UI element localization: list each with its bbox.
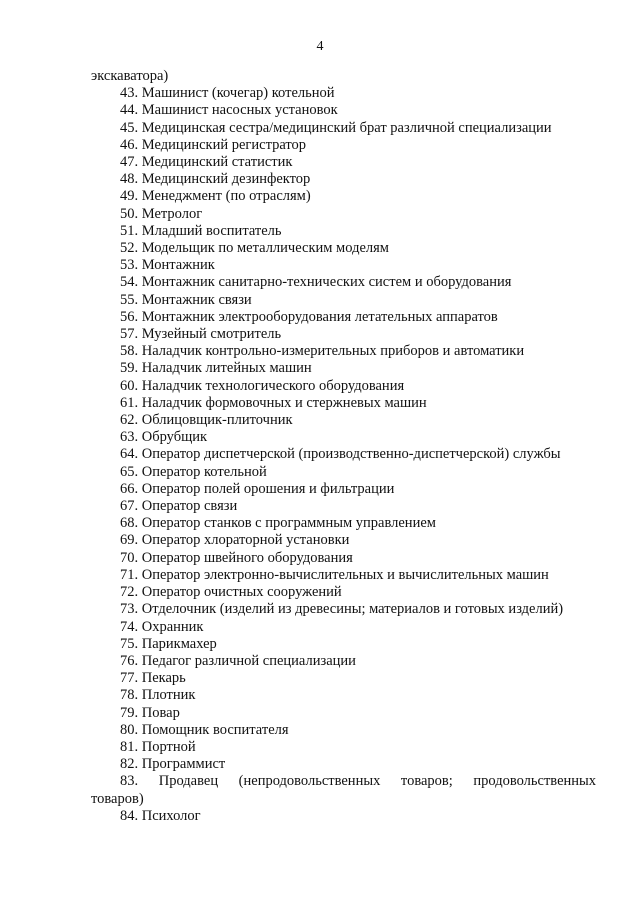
- item-text: Оператор хлораторной установки: [141, 532, 350, 549]
- item-number: 43.: [120, 85, 139, 102]
- item-text: Монтажник: [141, 257, 215, 274]
- list-item: [91, 206, 596, 223]
- item-number: 55.: [120, 291, 139, 308]
- list-item: [91, 636, 596, 653]
- item-text: Психолог: [141, 807, 201, 824]
- list-item: [91, 705, 596, 722]
- item-text: Медицинская сестра/медицинский брат различной специализации: [141, 119, 552, 136]
- item-text: Музейный смотритель: [141, 326, 282, 343]
- item-text: Младший воспитатель: [141, 222, 282, 239]
- item-number: 63.: [120, 429, 139, 446]
- item-text: Оператор швейного оборудования: [141, 549, 353, 566]
- item-number: 75.: [120, 635, 139, 652]
- list-item: [91, 223, 596, 240]
- list-item: [91, 550, 596, 567]
- item-text: Помощник воспитателя: [141, 721, 289, 738]
- list-item: [91, 464, 596, 481]
- item-text: Медицинский статистик: [141, 154, 293, 171]
- list-item: [91, 687, 596, 704]
- item-text: Монтажник санитарно-технических систем и оборудования: [141, 274, 512, 291]
- item-text-continuation: товаров): [91, 790, 144, 807]
- list-item: [91, 171, 596, 188]
- list-item: [91, 584, 596, 601]
- item-number: 78.: [120, 687, 139, 704]
- item-number: 68.: [120, 515, 139, 532]
- list-item: [91, 360, 596, 377]
- item-number: 46.: [120, 136, 139, 153]
- item-text: Повар: [141, 704, 180, 721]
- item-number: 50.: [120, 205, 139, 222]
- item-text: Оператор котельной: [141, 463, 267, 480]
- item-number: 48.: [120, 171, 139, 188]
- list-item: [91, 154, 596, 171]
- item-text: Монтажник связи: [141, 291, 252, 308]
- item-number: 59.: [120, 360, 139, 377]
- list-item: [91, 412, 596, 429]
- item-number: 81.: [120, 738, 139, 755]
- item-number: 74.: [120, 618, 139, 635]
- item-text: Программист: [141, 756, 226, 773]
- list-item: [91, 343, 596, 360]
- list-item: [91, 378, 596, 395]
- list-item: [91, 773, 596, 807]
- item-text: Оператор связи: [141, 498, 238, 515]
- item-text: Пекарь: [141, 670, 186, 687]
- item-number: 67.: [120, 498, 139, 515]
- item-text: Обрубщик: [141, 429, 208, 446]
- item-number: 66.: [120, 480, 139, 497]
- item-number: 47.: [120, 154, 139, 171]
- item-text: Портной: [141, 738, 196, 755]
- item-number: 80.: [120, 721, 139, 738]
- item-text: Модельщик по металлическим моделям: [141, 240, 389, 257]
- item-text: Менеджмент (по отраслям): [141, 188, 311, 205]
- list-item: [91, 756, 596, 773]
- item-text: Монтажник электрооборудования летательных аппаратов: [141, 308, 498, 325]
- item-number: 70.: [120, 549, 139, 566]
- list-item: [91, 137, 596, 154]
- item-text: Метролог: [141, 205, 203, 222]
- item-number: 58.: [120, 343, 139, 360]
- list-item: [91, 274, 596, 291]
- item-text: Наладчик технологического оборудования: [141, 377, 405, 394]
- item-number: 52.: [120, 240, 139, 257]
- item-text: Медицинский регистратор: [141, 136, 307, 153]
- list-item: [91, 739, 596, 756]
- item-number: 51.: [120, 222, 139, 239]
- item-number: 62.: [120, 412, 139, 429]
- item-number: 83.: [120, 773, 139, 790]
- list-item: [91, 653, 596, 670]
- item-number: 53.: [120, 257, 139, 274]
- list-item: [91, 188, 596, 205]
- item-text: Охранник: [141, 618, 204, 635]
- item-text: Плотник: [141, 687, 196, 704]
- item-number: 65.: [120, 463, 139, 480]
- list-item: [91, 808, 596, 825]
- page-number: 4: [316, 39, 324, 54]
- list-item: [91, 240, 596, 257]
- list-item: [91, 481, 596, 498]
- item-number: 84.: [120, 807, 139, 824]
- item-number: 60.: [120, 377, 139, 394]
- continuation-text: экскаватора): [91, 68, 169, 84]
- list-item: [91, 498, 596, 515]
- item-number: 45.: [120, 119, 139, 136]
- list-item: [91, 446, 596, 463]
- item-number: 71.: [120, 566, 139, 583]
- list-item: [91, 567, 596, 584]
- item-text: Машинист насосных установок: [141, 102, 338, 119]
- list-item: [91, 292, 596, 309]
- item-text: Оператор полей орошения и фильтрации: [141, 480, 395, 497]
- item-text: Наладчик формовочных и стержневых машин: [141, 394, 427, 411]
- profession-list: [91, 85, 596, 825]
- item-number: 69.: [120, 532, 139, 549]
- item-number: 82.: [120, 756, 139, 773]
- list-item: [91, 257, 596, 274]
- item-text: Парикмахер: [141, 635, 217, 652]
- item-number: 79.: [120, 704, 139, 721]
- item-number: 61.: [120, 394, 139, 411]
- list-item: [91, 120, 596, 137]
- item-text: Наладчик литейных машин: [141, 360, 312, 377]
- item-text: Оператор станков с программным управлением: [141, 515, 436, 532]
- item-number: 54.: [120, 274, 139, 291]
- item-number: 57.: [120, 326, 139, 343]
- item-number: 72.: [120, 584, 139, 601]
- item-first-line: [91, 773, 596, 790]
- item-number: 77.: [120, 670, 139, 687]
- list-item: [91, 619, 596, 636]
- list-item: [91, 309, 596, 326]
- item-text: Машинист (кочегар) котельной: [141, 85, 335, 102]
- list-item: [91, 601, 596, 618]
- list-item: [91, 102, 596, 119]
- item-text: Педагог различной специализации: [141, 652, 356, 669]
- list-item: [91, 395, 596, 412]
- item-text: Медицинский дезинфектор: [141, 171, 311, 188]
- item-text: Оператор электронно-вычислительных и вычислительных машин: [141, 566, 549, 583]
- item-number: 49.: [120, 188, 139, 205]
- item-number: 64.: [120, 446, 139, 463]
- document-body: [91, 68, 596, 825]
- list-item: [91, 515, 596, 532]
- item-number: 73.: [120, 601, 139, 618]
- item-text: Оператор диспетчерской (производственно-диспетчерской) службы: [141, 446, 561, 463]
- item-number: 44.: [120, 102, 139, 119]
- item-number: 76.: [120, 652, 139, 669]
- list-item: [91, 532, 596, 549]
- list-item: [91, 722, 596, 739]
- list-item: [91, 429, 596, 446]
- list-item: [91, 85, 596, 102]
- item-text: Продавец (непродовольственных товаров; продовольственных: [158, 773, 597, 790]
- list-item: [91, 670, 596, 687]
- item-number: 56.: [120, 308, 139, 325]
- item-text: Отделочник (изделий из древесины; материалов и готовых изделий): [141, 601, 564, 618]
- item-text: Оператор очистных сооружений: [141, 584, 342, 601]
- list-item: [91, 326, 596, 343]
- item-text: Облицовщик-плиточник: [141, 412, 293, 429]
- item-text: Наладчик контрольно-измерительных приборов и автоматики: [141, 343, 525, 360]
